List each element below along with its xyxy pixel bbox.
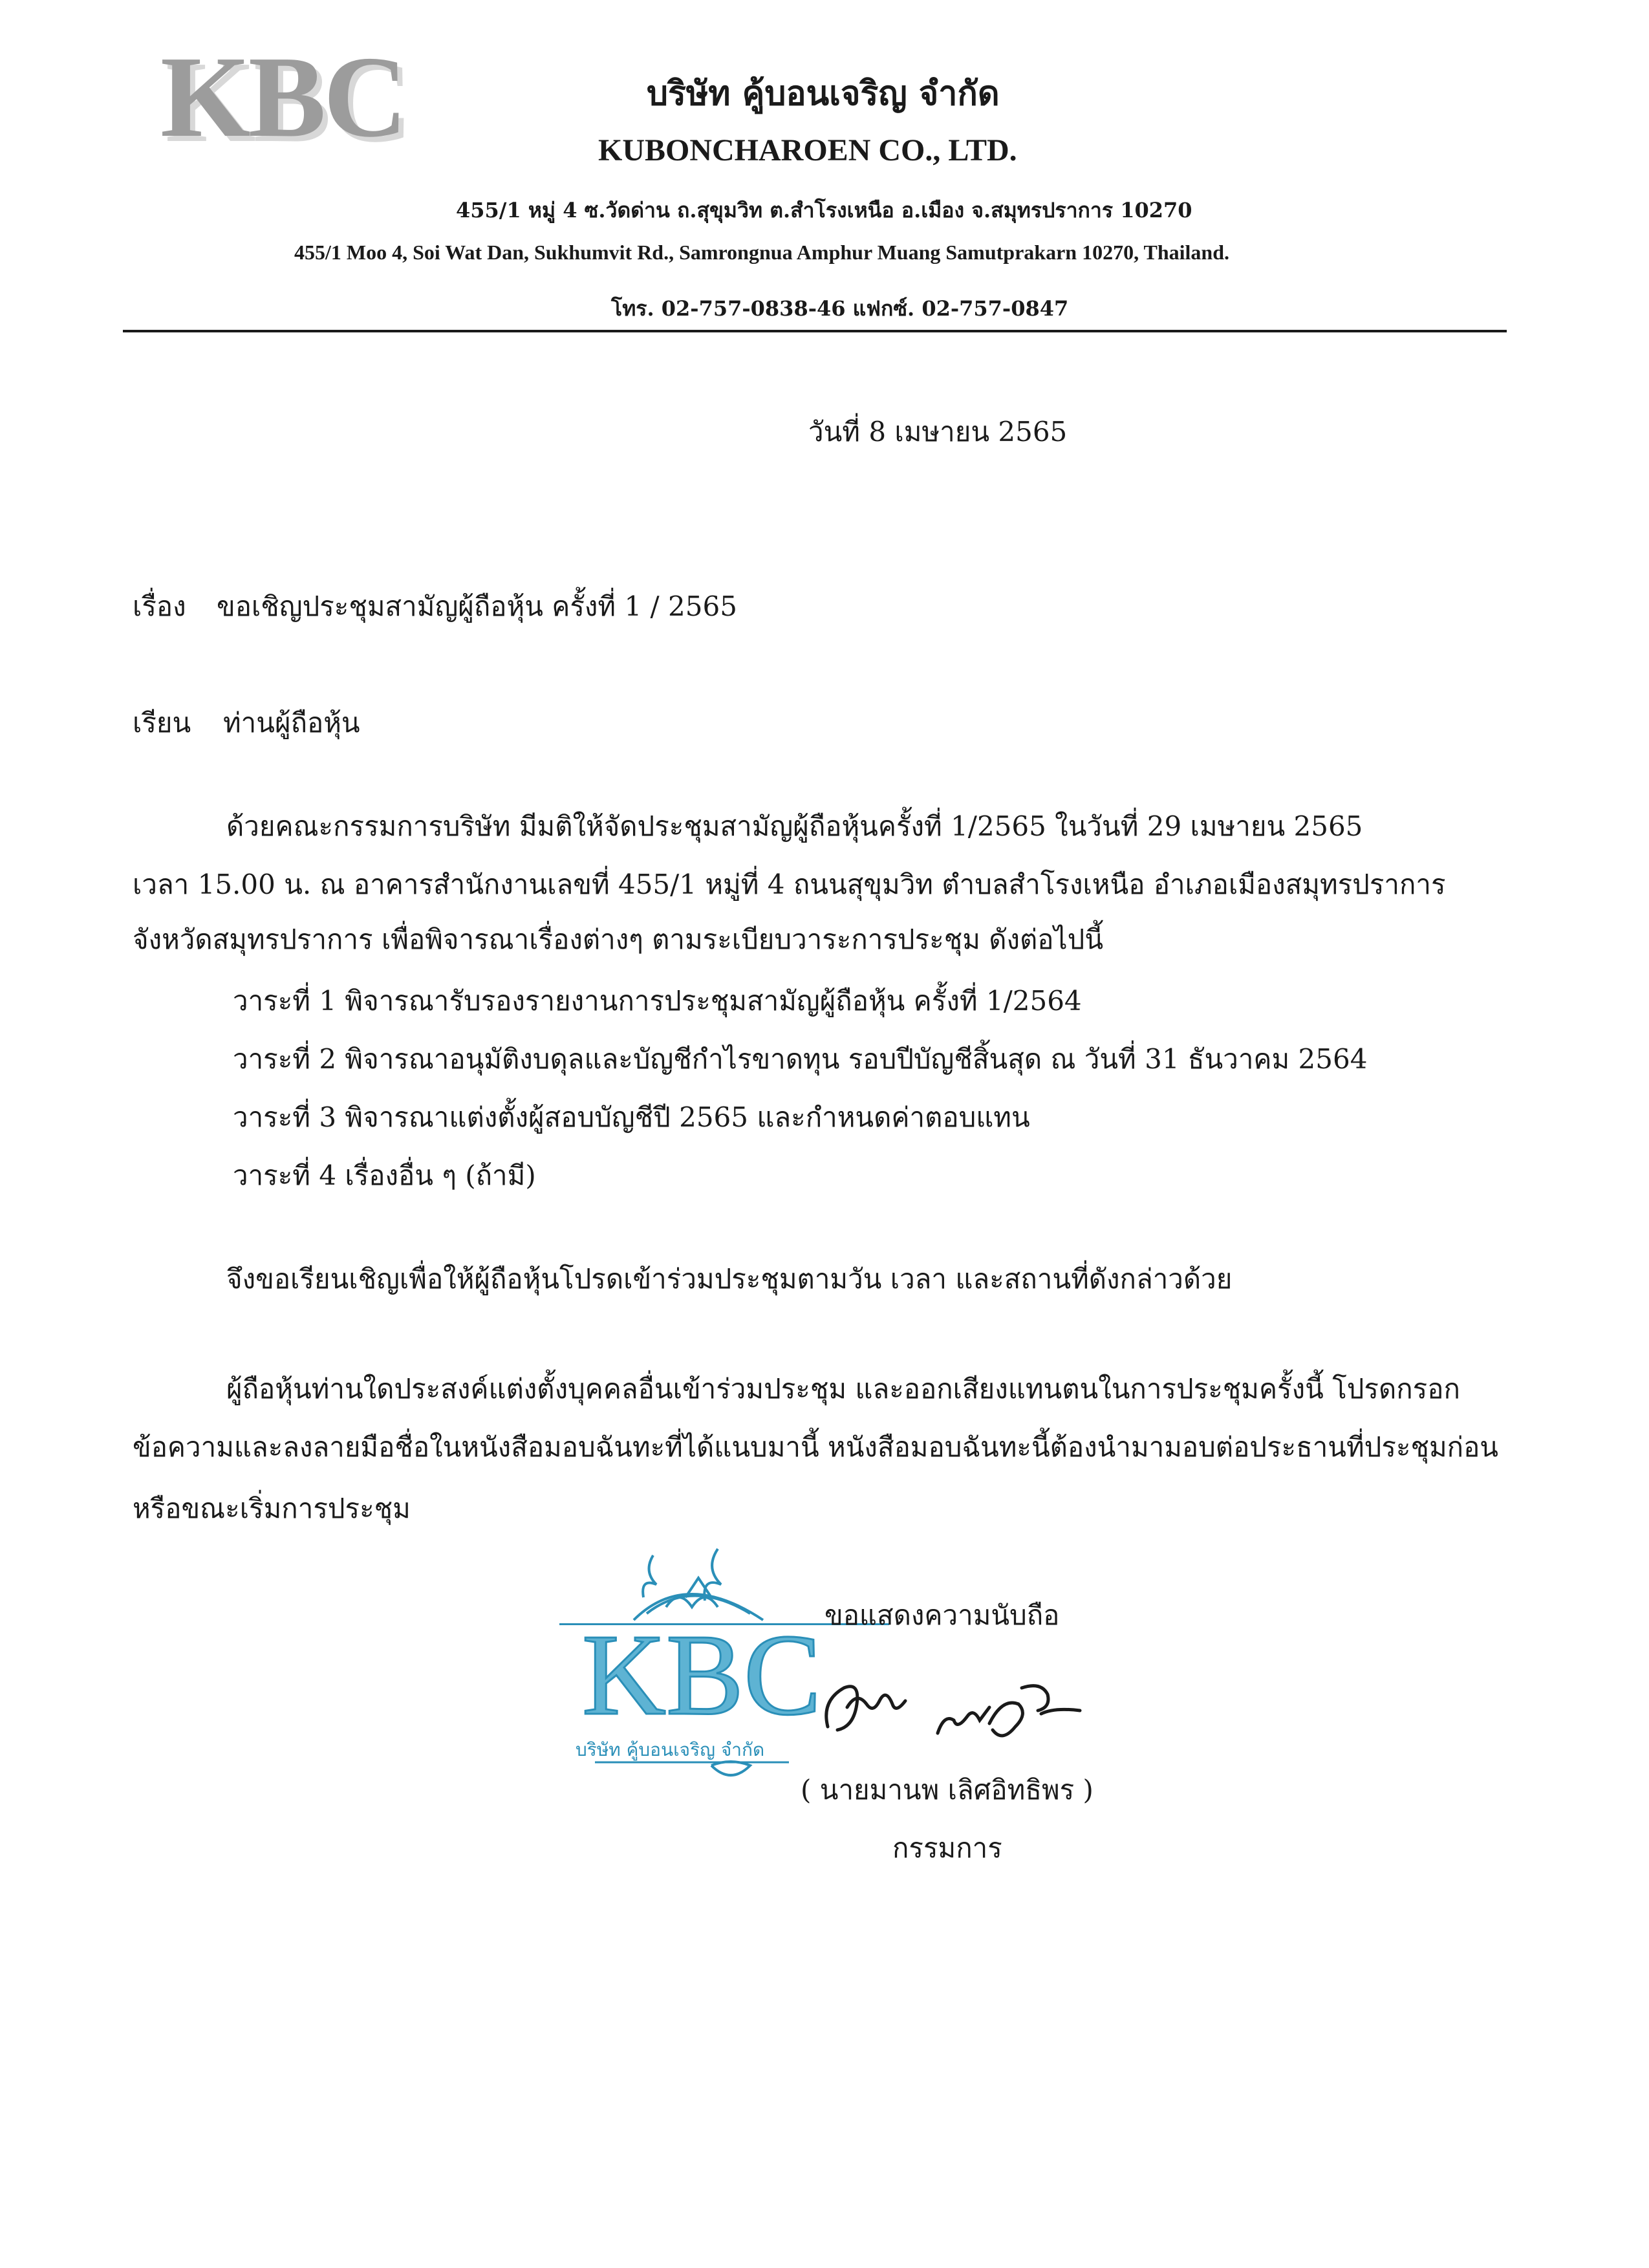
invitation-text: จึงขอเรียนเชิญเพื่อให้ผู้ถือหุ้นโปรดเข้าร่วมประชุมตามวัน เวลา และสถานที่ดังกล่าวด้วย: [226, 1263, 1233, 1295]
closing-phrase: ขอแสดงความนับถือ: [824, 1599, 1060, 1631]
paragraph-2-line-2: ข้อความและลงลายมือชื่อในหนังสือมอบฉันทะที่ได้แนบมานี้ หนังสือมอบฉันทะนี้ต้องนำมามอบต่อประธานที่ประชุมก่อน: [133, 1431, 1499, 1463]
salutation-label: เรียน: [133, 707, 191, 739]
company-name-english: KUBONCHAROEN CO., LTD.: [598, 133, 1017, 167]
address-thai: 455/1 หมู่ 4 ซ.วัดด่าน ถ.สุขุมวิท ต.สำโรงเหนือ อ.เมือง จ.สมุทรปราการ 10270: [456, 198, 1192, 222]
handwritten-signature: [815, 1662, 1099, 1753]
paragraph-1-line-1: ด้วยคณะกรรมการบริษัท มีมติให้จัดประชุมสามัญผู้ถือหุ้นครั้งที่ 1/2565 ในวันที่ 29 เมษายน 2565: [226, 810, 1363, 842]
header-divider: [123, 330, 1507, 332]
signer-title: กรรมการ: [892, 1832, 1002, 1864]
letter-date: วันที่ 8 เมษายน 2565: [808, 416, 1068, 448]
contact-numbers: โทร. 02-757-0838-46 แฟกซ์. 02-757-0847: [611, 296, 1069, 321]
company-name-thai: บริษัท คู้บอนเจริญ จำกัด: [647, 74, 1000, 113]
signer-name: ( นายมานพ เลิศอิทธิพร ): [801, 1774, 1094, 1806]
agenda-item-3: วาระที่ 3 พิจารณาแต่งตั้งผู้สอบบัญชีปี 2565 และกำหนดค่าตอบแทน: [233, 1101, 1030, 1133]
stamp-logo-text: KBC: [582, 1610, 822, 1739]
salutation-text: ท่านผู้ถือหุ้น: [223, 707, 360, 739]
paragraph-2-line-3: หรือขณะเริ่มการประชุม: [133, 1493, 411, 1524]
company-logo: KBC: [160, 32, 405, 161]
stamp-company-text: บริษัท คู้บอนเจริญ จำกัด: [576, 1739, 765, 1760]
agenda-item-2: วาระที่ 2 พิจารณาอนุมัติงบดุลและบัญชีกำไรขาดทุน รอบปีบัญชีสิ้นสุด ณ วันที่ 31 ธันวาคม 2564: [233, 1043, 1368, 1075]
paragraph-1-line-3: จังหวัดสมุทรปราการ เพื่อพิจารณาเรื่องต่างๆ ตามระเบียบวาระการประชุม ดังต่อไปนี้: [133, 923, 1104, 955]
agenda-item-4: วาระที่ 4 เรื่องอื่น ๆ (ถ้ามี): [233, 1160, 536, 1191]
subject-text: ขอเชิญประชุมสามัญผู้ถือหุ้น ครั้งที่ 1 / 2565: [217, 590, 737, 622]
address-english: 455/1 Moo 4, Soi Wat Dan, Sukhumvit Rd., Samrongnua Amphur Muang Samutprakarn 10270, Thailand.: [294, 241, 1230, 264]
subject-label: เรื่อง: [133, 590, 186, 622]
paragraph-2-line-1: ผู้ถือหุ้นท่านใดประสงค์แต่งตั้งบุคคลอื่นเข้าร่วมประชุม และออกเสียงแทนตนในการประชุมครั้งนี้ โปรดกรอก: [226, 1373, 1460, 1405]
paragraph-1-line-2: เวลา 15.00 น. ณ อาคารสำนักงานเลขที่ 455/1 หมู่ที่ 4 ถนนสุขุมวิท ตำบลสำโรงเหนือ อำเภอเมืองสมุทรปราการ: [133, 869, 1446, 900]
agenda-item-1: วาระที่ 1 พิจารณารับรองรายงานการประชุมสามัญผู้ถือหุ้น ครั้งที่ 1/2564: [233, 985, 1082, 1017]
